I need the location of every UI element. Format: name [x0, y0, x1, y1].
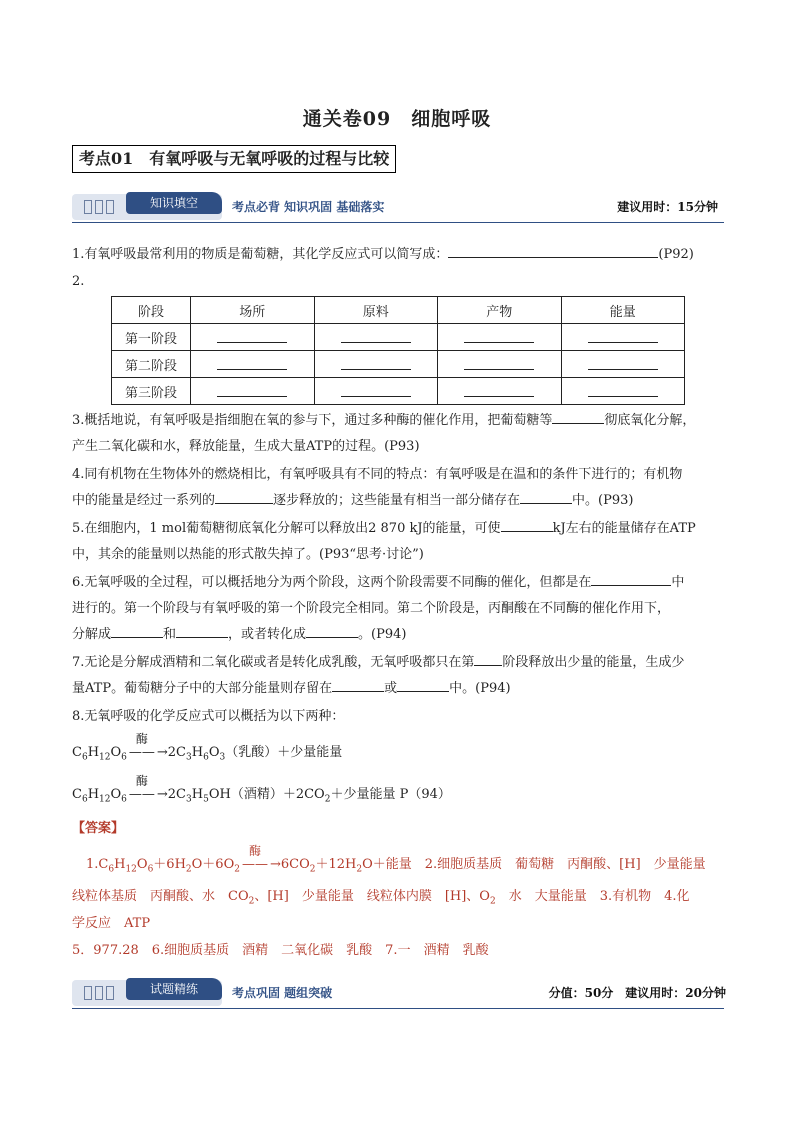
banner-subtitle: 考点巩固 题组突破: [232, 986, 333, 1000]
fill-blank[interactable]: [552, 409, 604, 424]
banner-tag: 试题精练: [126, 978, 222, 1000]
question-5: 5.在细胞内，1 mol葡萄糖彻底氧化分解可以释放出2 870 kJ的能量，可使 kJ左右的能量储存在ATP 中，其余的能量则以热能的形式散失掉了。(P93“思考·讨论”): [72, 516, 724, 568]
banner-tag: 知识填空: [126, 192, 222, 214]
divider: [72, 222, 724, 223]
question-3: 3.概括地说，有氧呼吸是指细胞在氧的参与下，通过多种酶的催化作用，把葡萄糖等 彻底氧化分解， 产生二氧化碳和水，释放能量，生成大量ATP的过程。(P93): [72, 408, 724, 460]
question-2-label: 2.: [72, 274, 85, 289]
question-8-intro: 8.无氧呼吸的化学反应式可以概括为以下两种：: [72, 709, 345, 724]
fill-blank[interactable]: [474, 651, 502, 666]
fill-blank[interactable]: [176, 623, 228, 638]
answer-label: 【答案】: [72, 821, 125, 836]
banner-time: 建议用时：15分钟: [617, 200, 718, 214]
enzyme-arrow: 酶 ——: [241, 844, 268, 872]
answer-line-2: 线粒体基质 丙酮酸、水 $CO_2$、[H] 少量能量 线粒体内膜 [H]、$O_2$ 水 大量能量 3.有机物 4.化: [72, 889, 690, 907]
banner-subtitle: 考点必背 知识巩固 基础落实: [232, 200, 385, 214]
page-title: 通关卷09 细胞呼吸: [302, 108, 492, 130]
equation-left: $C_6H_{12}O_6$: [72, 745, 127, 763]
equation-lactic: [72, 732, 724, 771]
answer-line-1: $1.C_6H_{12}O_6+6H_2O+6O_2$ 酶 —— $\to 6CO_2+12H_2O+$能量 2.细胞质基质 葡萄糖 丙酮酸、[H] 少量能量: [86, 852, 726, 883]
enzyme-arrow: 酶 ——: [128, 774, 155, 802]
fill-blank[interactable]: [588, 355, 658, 370]
fill-blank[interactable]: [448, 243, 658, 258]
fill-blank[interactable]: [520, 489, 572, 504]
fill-blank[interactable]: [341, 328, 411, 343]
book-icon: [84, 986, 114, 1000]
fill-blank[interactable]: [111, 623, 163, 638]
fill-blank[interactable]: [591, 571, 671, 586]
question-7: 7.无论是分解成酒精和二氧化碳或者是转化成乳酸，无氧呼吸都只在第 阶段释放出少量的能量，生成少 量ATP。葡萄糖分子中的大部分能量则存留在 或 中。(P94): [72, 650, 724, 702]
fill-blank[interactable]: [306, 623, 358, 638]
table-row: 第三阶段: [112, 378, 685, 405]
section-banner-knowledge: [72, 192, 724, 222]
question-1: 1.有氧呼吸最常利用的物质是葡萄糖，其化学反应式可以简写成： (P92): [72, 242, 724, 268]
fill-blank[interactable]: [341, 355, 411, 370]
fill-blank[interactable]: [588, 328, 658, 343]
question-6: 6.无氧呼吸的全过程，可以概括地分为两个阶段，这两个阶段需要不同酶的催化，但都是在 中 进行的。第一个阶段与有氧呼吸的第一个阶段完全相同。第二个阶段是，丙酮酸在不同酶的催化作用下， 分解成 和 ，或者转化成 。(P94): [72, 570, 724, 648]
fill-blank[interactable]: [397, 677, 449, 692]
section-banner-practice: [72, 978, 724, 1008]
fill-blank[interactable]: [501, 517, 553, 532]
kaodian-heading: 考点01 有氧呼吸与无氧呼吸的过程与比较: [72, 145, 396, 173]
question-4: 4.同有机物在生物体外的燃烧相比，有氧呼吸具有不同的特点：有氧呼吸是在温和的条件下进行的；有机物 中的能量是经过一系列的 逐步释放的；这些能量有相当一部分储存在 中。(P93): [72, 467, 683, 508]
equation-right: $\to 2C_3H_6O_3$（乳酸）＋少量能量: [156, 745, 343, 763]
equation-left: $C_6H_{12}O_6$: [72, 787, 127, 805]
fill-blank[interactable]: [332, 677, 384, 692]
table-header-row: 阶段 场所 原料 产物 能量: [112, 297, 685, 324]
fill-blank[interactable]: [217, 355, 287, 370]
book-icon: [84, 200, 114, 214]
fill-blank[interactable]: [464, 382, 534, 397]
fill-blank[interactable]: [464, 355, 534, 370]
fill-blank[interactable]: [215, 489, 273, 504]
stage-table: [111, 296, 685, 405]
fill-blank[interactable]: [588, 382, 658, 397]
table-row: 第二阶段: [112, 351, 685, 378]
answer-line-4: 5．977.28 6.细胞质基质 酒精 二氧化碳 乳酸 7.一 酒精 乳酸: [72, 943, 489, 958]
divider: [72, 1008, 724, 1009]
enzyme-arrow: 酶 ——: [128, 732, 155, 760]
table-row: 第一阶段: [112, 324, 685, 351]
fill-blank[interactable]: [217, 382, 287, 397]
banner-time: 分值：50分 建议用时：20分钟: [548, 986, 726, 1000]
fill-blank[interactable]: [217, 328, 287, 343]
fill-blank[interactable]: [464, 328, 534, 343]
answer-line-3: 学反应 ATP: [72, 916, 151, 931]
equation-right: $\to 2C_3H_5OH$（酒精）$+2CO_2+$少量能量 P（94）: [156, 787, 451, 805]
fill-blank[interactable]: [341, 382, 411, 397]
equation-alcohol: [72, 774, 724, 813]
